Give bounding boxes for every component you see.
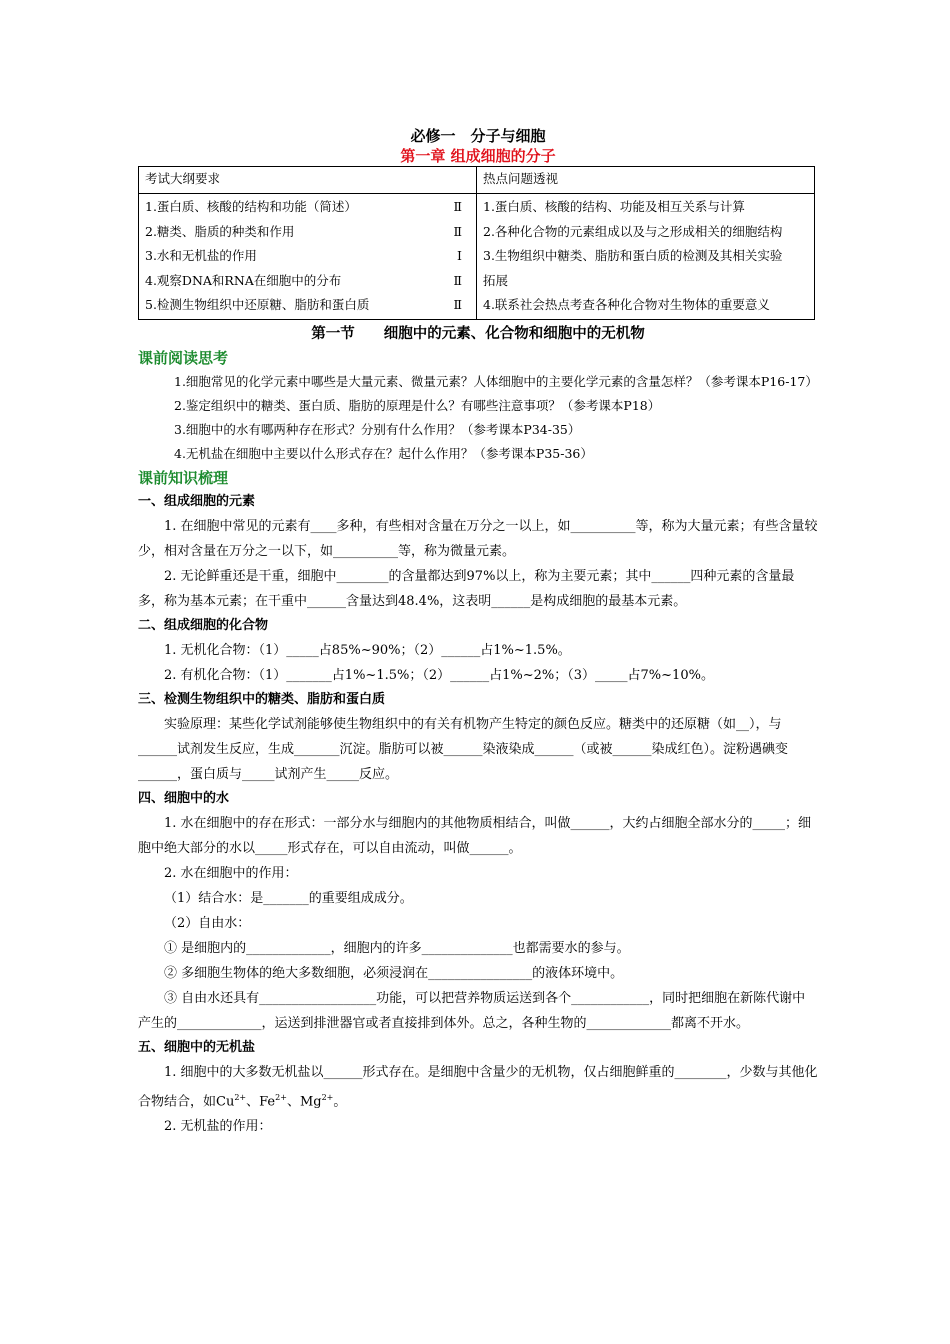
requirement-row: 1.蛋白质、核酸的结构和功能（简述） Ⅱ <box>145 199 462 214</box>
requirements-cell <box>139 194 477 320</box>
paragraph: ① 是细胞内的_____________，细胞内的许多______________也都需要水的参与。 <box>164 940 630 956</box>
paragraph: 1. 水在细胞中的存在形式：一部分水与细胞内的其他物质相结合，叫做______，大约占细胞全部水分的_____；细胞中绝大部分的水以_____形式存在，可以自由流动，叫做______。 <box>138 815 812 856</box>
pre-reading-question: 2.鉴定组织中的糖类、蛋白质、脂肪的原理是什么？有哪些注意事项？（参考课本P18） <box>174 397 661 413</box>
subsection-heading: 五、细胞中的无机盐 <box>138 1039 256 1055</box>
syllabus-table <box>138 166 815 320</box>
hotspot-item: 1.蛋白质、核酸的结构、功能及相互关系与计算 <box>483 199 745 214</box>
book-title: 必修一 分子与细胞 <box>410 127 546 145</box>
paragraph: 2. 水在细胞中的作用： <box>164 865 298 881</box>
table-header-hotspots: 热点问题透视 <box>477 167 815 194</box>
subsection-heading: 三、检测生物组织中的糖类、脂肪和蛋白质 <box>138 691 386 707</box>
paragraph: 2. 无论鲜重还是干重，细胞中________的含量都达到97%以上，称为主要元素；其中______四种元素的含量最多，称为基本元素；在干重中______含量达到48.4%，这表明______是构成细胞的最基本元素。 <box>138 568 795 609</box>
section-title: 第一节 细胞中的元素、化合物和细胞中的无机物 <box>311 324 645 342</box>
requirement-row: 4.观察DNA和RNA在细胞中的分布 Ⅱ <box>145 272 462 288</box>
paragraph: （2）自由水： <box>164 915 251 931</box>
table-header-requirements: 考试大纲要求 <box>139 167 477 194</box>
paragraph: 实验原理：某些化学试剂能够使生物组织中的有关有机物产生特定的颜色反应。糖类中的还原糖（如__），与______试剂发生反应，生成_______沉淀。脂肪可以被______染液染成______（或被______染成红色）。淀粉遇碘变______，蛋白质与_____试剂产生_____反应。 <box>138 716 789 782</box>
paragraph: 1. 在细胞中常见的元素有____多种，有些相对含量在万分之一以上，如__________等，称为大量元素；有些含量较少，相对含量在万分之一以下，如__________等，称为微量元素。 <box>138 518 818 559</box>
pre-reading-question: 4.无机盐在细胞中主要以什么形式存在？起什么作用？（参考课本P35-36） <box>174 445 593 461</box>
paragraph: 2. 无机盐的作用： <box>164 1118 272 1134</box>
pre-reading-question: 3.细胞中的水有哪两种存在形式？分别有什么作用？（参考课本P34-35） <box>174 421 581 437</box>
requirement-row: 3.水和无机盐的作用 Ⅰ <box>145 248 462 263</box>
chapter-title: 第一章 组成细胞的分子 <box>400 147 556 165</box>
paragraph: ② 多细胞生物体的绝大多数细胞，必须浸润在________________的液体环境中。 <box>164 965 624 981</box>
pre-reading-question: 1.细胞常见的化学元素中哪些是大量元素、微量元素？人体细胞中的主要化学元素的含量怎样？（参考课本P16-17） <box>174 373 818 389</box>
requirement-row: 5.检测生物组织中还原糖、脂肪和蛋白质 Ⅱ <box>145 297 462 312</box>
document-page <box>138 118 818 1139</box>
subsection-heading: 一、组成细胞的元素 <box>138 493 256 509</box>
hotspots-cell <box>477 194 815 320</box>
requirement-row: 2.糖类、脂质的种类和作用 Ⅱ <box>145 223 462 239</box>
hotspot-item: 拓展 <box>483 272 509 288</box>
subsection-heading: 二、组成细胞的化合物 <box>138 617 269 633</box>
hotspot-item: 2.各种化合物的元素组成以及与之形成相关的细胞结构 <box>483 223 783 239</box>
paragraph: （1）结合水：是_______的重要组成成分。 <box>164 890 413 906</box>
paragraph: 2. 有机化合物：（1）_______占1%~1.5%；（2）______占1%~2%；（3）_____占7%~10%。 <box>164 667 714 683</box>
hotspot-item: 4.联系社会热点考查各种化合物对生物体的重要意义 <box>483 297 770 312</box>
hotspot-item: 3.生物组织中糖类、脂肪和蛋白质的检测及其相关实验 <box>483 248 783 263</box>
subsection-heading: 四、细胞中的水 <box>138 790 230 806</box>
paragraph: 1. 细胞中的大多数无机盐以______形式存在。是细胞中含量少的无机物，仅占细胞鲜重的________，少数与其他化合物结合，如$Cu^{2+}$、$Fe^{2+}$、$Mg^{2+}$。 <box>138 1064 818 1109</box>
paragraph: 1. 无机化合物：（1）_____占85%~90%；（2）______占1%~1.5%。 <box>164 642 571 658</box>
pre-reading-heading: 课前阅读思考 <box>138 348 229 367</box>
paragraph: ③ 自由水还具有__________________功能，可以把营养物质运送到各个____________，同时把细胞在新陈代谢中产生的_____________，运送到排泄器官或者直接排到体外。总之，各种生物的_____________都离不开水。 <box>138 990 806 1031</box>
knowledge-heading: 课前知识梳理 <box>138 468 229 487</box>
